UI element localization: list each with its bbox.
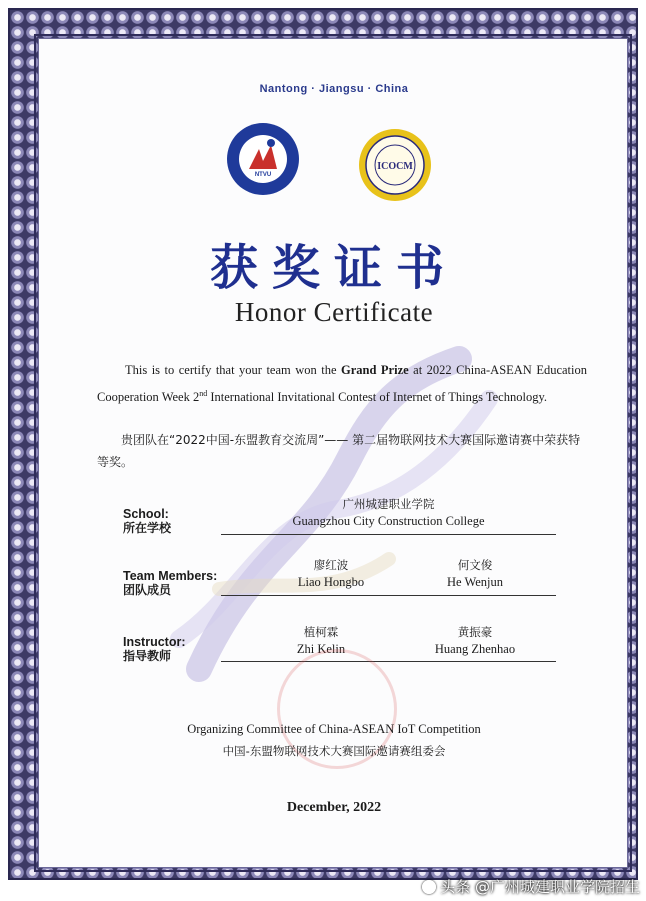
statement-part-3: International Invitational Contest of Internet of Things Technology.: [207, 390, 548, 405]
organizer-en: Organizing Committee of China-ASEAN IoT Competition: [187, 722, 481, 736]
instructor-label-cn: 指导教师: [123, 649, 172, 663]
school-label-en: School:: [123, 507, 169, 521]
organizer-cn: 中国-东盟物联网技术大赛国际邀请赛组委会: [222, 744, 446, 758]
instructor-1-en: Zhi Kelin: [296, 642, 346, 656]
statement-cn-text: 贵团队在“2022中国-东盟教育交流周”—— 第二届物联网技术大赛国际邀请赛中荣获特等奖。: [97, 433, 581, 469]
certification-statement-en: [97, 359, 587, 409]
instructor-label-en: Instructor:: [123, 635, 186, 649]
school-value-en: Guangzhou City Construction College: [292, 514, 485, 528]
instructor-2-en: Huang Zhenhao: [434, 642, 516, 656]
statement-sup: nd: [199, 389, 208, 398]
school-value-cn: 广州城建职业学院: [342, 497, 435, 511]
school-label: [123, 507, 171, 535]
team-label-cn: 团队成员: [123, 583, 172, 597]
watermark-text: 头条 @广州城建职业学院招生: [440, 878, 640, 896]
instructor-underline: [221, 661, 556, 662]
certification-statement-cn: [97, 429, 587, 473]
school-label-cn: 所在学校: [123, 521, 172, 535]
instructor-2-cn: 黄振豪: [457, 625, 493, 639]
team-label-en: Team Members:: [123, 569, 218, 583]
watermark-icon: [422, 880, 436, 894]
title-english: Honor Certificate: [234, 297, 434, 327]
team-underline: [221, 595, 556, 596]
location-line: Nantong · Jiangsu · China: [259, 83, 409, 95]
icocm-logo: [357, 127, 433, 203]
statement-part-2: at 2022 China-ASEAN Education Cooperation Week 2: [97, 363, 587, 405]
statement-part-1: This is to certify that your team won the: [125, 363, 341, 377]
issue-date: December, 2022: [286, 800, 382, 815]
instructor-label: [123, 635, 186, 663]
member-2-cn: 何文俊: [457, 558, 493, 572]
statement-prize: Grand Prize: [341, 363, 409, 377]
team-members-label: [123, 569, 217, 597]
watermark: [422, 876, 640, 897]
certificate-border: [8, 8, 638, 880]
certificate-paper: [38, 38, 628, 868]
title-chinese: 获奖证书: [209, 240, 458, 296]
school-underline: [221, 534, 556, 535]
member-2-en: He Wenjun: [446, 575, 504, 589]
instructor-1-cn: 植柯霖: [303, 625, 339, 639]
ntvu-logo: [225, 121, 301, 197]
icocm-logo-abbr: ICOCM: [377, 161, 413, 172]
ntvu-logo-abbr: NTVU: [254, 172, 272, 178]
member-1-cn: 廖红波: [313, 558, 349, 572]
member-1-en: Liao Hongbo: [297, 575, 365, 589]
